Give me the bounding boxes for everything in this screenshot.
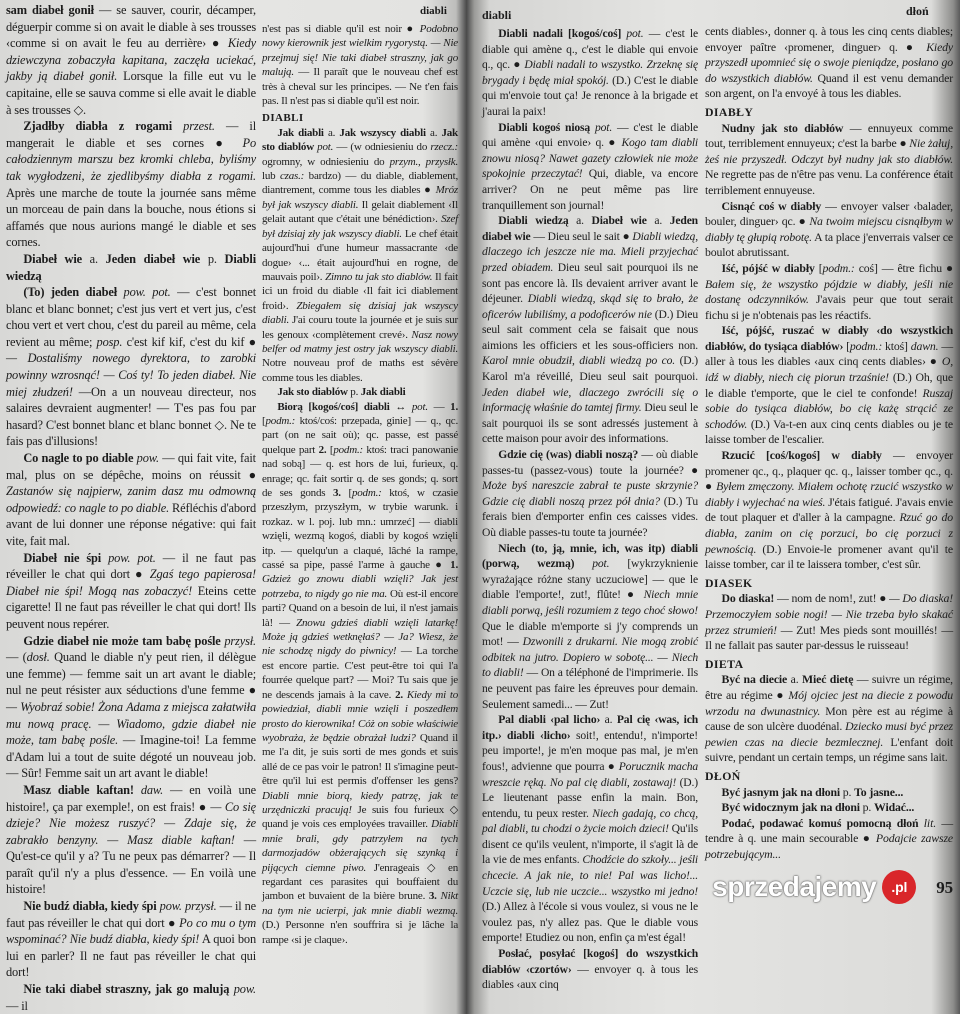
- definition-text: [: [326, 443, 334, 456]
- definition-text: — où diable passes-tu (passez-vous) toute la journée? ●: [482, 448, 698, 477]
- example-italic: Szef był dzisiaj zły jak wszyscy diabli.: [262, 213, 458, 240]
- definition-text: Où est-il encore parti? Quand on a besoin de lui, il n'est jamais là! —: [262, 587, 458, 629]
- definition-text: (D.) Oh, que le diable t'emporte, que le ciel te confonde!: [705, 370, 953, 400]
- page-number: 95: [936, 877, 953, 897]
- definition-text: — (w odniesieniu do: [333, 141, 431, 154]
- example-italic: Kiedy przyszedł upomnieć się o swoje pieniądze, posłano go do wszystkich diabłów.: [705, 39, 953, 85]
- example-italic: przest.: [172, 119, 215, 134]
- headword: Być na diecie: [721, 672, 788, 687]
- definition-text: [: [340, 487, 352, 499]
- example-italic: Niech mnie diabli porwą, jeśli rozumiem z tego choć słowo!: [482, 588, 698, 617]
- dictionary-entry: [482, 946, 698, 993]
- dictionary-entry: [262, 22, 458, 108]
- dictionary-entry: [262, 400, 458, 947]
- definition-text: Ne regrette pas de n'être pas venu. La conférence était terriblement ennuyeuse.: [705, 167, 953, 197]
- example-italic: Kiedy dziewczyna zobaczyła kapitana, zaczęła uciekać, jakby ją diabeł gonił.: [6, 36, 256, 84]
- example-italic: Na twoim miejscu cisnąłbym w diabły tę głupią robotę.: [705, 214, 953, 244]
- example-italic: Mróz był jak wszyscy diabli.: [262, 184, 458, 211]
- example-italic: Znowu gdzieś diabli wzięli latarkę! Może ją gdzieś wetknęłaś? — Ja? Wiesz, że nie schodzę nigdy do piwnicy!: [262, 616, 458, 658]
- example-italic: Może byś nareszcie zabrał te puste skrzynie? Gdzie cię diabli noszą przez pół dnia?: [482, 479, 698, 508]
- headword: Iść, pójść, ruszać w diabły ‹do wszystkich diabłów, do tysiąca diabłów›: [705, 323, 953, 353]
- definition-text: Quand le diable n'y peut rien, il délègue une femme) — femme sait un art avant le diable; nul ne peut résister aux séductions d'une femme ●: [6, 650, 256, 698]
- dictionary-entry: [6, 450, 256, 550]
- definition-text: — c'est le diable qui amène ‹qui envoie› q. ●: [482, 120, 698, 150]
- dictionary-column-1: [6, 2, 256, 1014]
- definition-text: Il gelait diablement ‹Il gelait autant que c'était une bénédiction›.: [262, 198, 458, 226]
- example-italic: Dziecko musi być przez pewien czas na diecie bezmlecznej.: [705, 719, 953, 749]
- definition-text: Notre nouveau prof de maths est sévère comme tous les diables.: [262, 357, 458, 384]
- example-italic: dawn.: [910, 338, 939, 353]
- example-italic: pot.: [574, 557, 610, 571]
- definition-text: (D.) Va-t-en aux cinq cents diables ou je te laisse tomber de l'escalier.: [705, 416, 953, 447]
- example-italic: Podajcie zawsze potrzebującym...: [705, 831, 953, 861]
- headword: Do diaska!: [721, 591, 775, 606]
- headword: 3.: [428, 890, 441, 903]
- headword: Diabli nadali [kogoś/coś]: [498, 27, 622, 40]
- definition-text: Il fait ici un froid du diable ‹Il fait ici diablement froid›.: [262, 270, 458, 312]
- definition-text: DIASEK: [705, 575, 753, 590]
- definition-text: — il mangerait le diable et ses cornes ●: [6, 119, 256, 150]
- dictionary-entry: [262, 385, 458, 399]
- dictionary-entry: [705, 591, 953, 653]
- dictionary-column-2: [262, 22, 458, 947]
- definition-text: ktoś/coś: przepada, ginie] — q., qc. part (on ne sait où); qc. passe, est passé quelque part: [262, 414, 458, 456]
- example-italic: Chodźcie do szkoły... jeśli chcecie. A jak nie, to nie! Pal was licho!... Uczcie się, lub nie uczcie... wszystko mi jedno!: [482, 853, 698, 898]
- dictionary-entry: [6, 898, 256, 981]
- watermark-badge: .pl: [882, 870, 916, 904]
- headword: Diabli wiedzą: [498, 214, 569, 228]
- example-italic: — Wyobraź sobie! Żona Adama z miejsca załatwiła mu nową pracę. — Wiadomo, gdzie diabeł nie może, tam babę pośle.: [6, 699, 256, 748]
- example-italic: podm.:: [822, 260, 855, 275]
- headword: Pal cię ‹was, ich itp.› diabli ‹licho›: [482, 713, 698, 742]
- definition-text: — Zut! Mes pieds sont mouillés! — Il ne fallait pas sauter par-dessus le ruisseau!: [705, 622, 953, 653]
- definition-text: — c'est le diable qui amène q., c'est le diable qui envoie q., qc. ●: [482, 27, 698, 72]
- definition-text: a.: [646, 214, 670, 228]
- headword: (To) jeden diabeł: [23, 285, 117, 300]
- definition-text: ktoś: traci panowanie nad sobą] — q. est hors de lui, furieux, q. enrage; qc. fait sortir q. de ses gonds; q. sort de ses gonds: [262, 443, 459, 499]
- example-italic: pow. przysł.: [156, 899, 217, 914]
- headword: Jak diabli: [277, 126, 324, 139]
- running-head-left-page: diabli: [420, 5, 447, 17]
- definition-text: p.: [840, 784, 855, 799]
- headword: sam diabeł gonił: [6, 3, 94, 17]
- example-italic: — Co się dzieje? Nie możesz ruszyć? — Zdaje się, że zabrakło benzyny. — Masz diable kaftan!: [6, 799, 256, 847]
- definition-text: Après une marche de toute la journée sans même un morceau de pain dans la bouche, nous étions si affamés que nous aurions mangé le diable et ses cornes.: [6, 185, 256, 250]
- example-italic: pow. pot.: [101, 550, 156, 565]
- example-italic: Zimno tu jak sto diablów.: [325, 270, 433, 283]
- example-italic: Zastanów się najpierw, zanim dasz mu odmowną odpowiedź: co nagle to po diable.: [6, 484, 256, 515]
- definition-text: — ennuyeux comme tout, terriblement ennuyeux; c'est la barbe ●: [705, 120, 953, 151]
- definition-text: ktoś, w czasie przeszłym, przyszłym, w trybie warunk. i rozkaz. w l. poj. lub mn.: umrzeć] — diabli wzięli, wezmą kogoś, diabli by kogoś wzięli itp. — quelqu'un a claqué, lâché la rampe, cassé sa pipe, passé l'arme à gauche ●: [262, 487, 458, 572]
- definition-text: p.: [347, 386, 361, 399]
- headword: Jak sto diablów: [262, 126, 458, 154]
- example-italic: Nasz nowy belfer od matmy jest ostry jak wszyscy diabli.: [262, 328, 458, 355]
- example-italic: Po co mu o tym wspominać? Nie budź diabła, kiedy śpi!: [6, 915, 256, 947]
- definition-text: p.: [859, 800, 875, 815]
- headword: Jak diabli: [360, 386, 406, 399]
- headword: Być widocznym jak na dłoni: [721, 800, 860, 815]
- definition-text: Qui, diable, va encore arriver? On ne peut même pas lire tranquillement son journal!: [482, 167, 698, 212]
- example-italic: Zbiegałem się dzisiaj jak wszyscy diabli.: [262, 299, 458, 327]
- definition-text: — On a téléphoné de l'imprimerie. Ils ne peuvent pas faire les épreuves pour demain. Seulement samedi... — Zut!: [482, 666, 698, 711]
- example-italic: przym., przysłk.: [389, 155, 458, 168]
- example-italic: — Dostaliśmy nowego dyrektora, to zarobki powinny wzrosnąć! — Coś ty! To jeden diabeł. Nie miej złudzeń!: [6, 351, 256, 399]
- example-italic: Ruszaj sobie do tysiąca diabłów, bo cię każę strącić ze schodów.: [705, 385, 953, 431]
- definition-text: Dieu seul sait pourquoi ils ne sont pas encore là. Ils devaient arriver avant le déjeuner.: [482, 260, 698, 306]
- definition-text: J'enrageais ◇ en regardant ces parasites qui bouffaient du jambon et buvaient de la bière brune.: [262, 861, 458, 903]
- section-heading: [705, 657, 953, 673]
- definition-text: Que le diable m'emporte si j'y comprends un mot! —: [482, 619, 698, 649]
- definition-text: —On a un nouveau directeur, nos salaires devraient augmenter! — T'es pas fou par hasard? C'est bonnet blanc et blanc bonnet ◇. Ne te fais pas d'illusions!: [6, 384, 256, 449]
- definition-text: — envoyer q. à tous les diables ‹aux cinq: [482, 962, 699, 992]
- dictionary-entry: [6, 2, 256, 118]
- definition-text: a.: [787, 672, 803, 687]
- example-italic: pot.: [590, 120, 613, 134]
- example-italic: Porucznik macha wreszcie ręką. No pal cię diabli, zostawaj!: [482, 759, 698, 789]
- headword: Jak wszyscy diabli: [339, 126, 426, 139]
- headword: Jak sto diablów: [277, 386, 348, 399]
- definition-text: Quand il me l'a dit, je suis sorti de mes gonds et suis allé de ce pas voir le patron! Il s'imagine peut-être qu'il lui est permis d'offenser les gens?: [262, 731, 459, 788]
- definition-text: — il: [6, 998, 28, 1013]
- example-italic: Bałem się, że wszystko pójdzie w diabły, jeśli nie dostanę odczynników.: [705, 276, 953, 307]
- section-heading: [705, 105, 953, 121]
- example-italic: Diabli nadali to wszystko. Zrzeknę się brygady i będę miał spokój.: [482, 58, 698, 87]
- headword: Jeden diabeł wie: [482, 214, 698, 243]
- definition-text: — envoyer promener qc., q., plaquer qc. q., laisser tomber qc., q. ●: [705, 448, 953, 494]
- definition-text: a.: [82, 251, 106, 266]
- page-footer: [705, 870, 953, 904]
- definition-text: Le chef était aujourd'hui d'une humeur massacrante ‹de dogue› ‹... était aujourd'hui en rogne, de mauvais poil›.: [262, 227, 458, 283]
- example-italic: pow. pot.: [117, 285, 171, 300]
- example-italic: podm.:: [265, 414, 296, 427]
- example-italic: Diabli mnie brali, gdy patrzyłem na tych darmozjadów obżerających się szynką i pijących ciemne piwo.: [262, 818, 458, 874]
- definition-text: — qui fait vite, fait mal, plus on se dépêche, moins on réussit ●: [6, 451, 256, 482]
- definition-text: c'est kif kif, c'est du kif ●: [122, 334, 256, 349]
- definition-text: n'est pas si diable qu'il est noir ●: [262, 23, 420, 35]
- dictionary-entry: [6, 118, 256, 251]
- headword: 2.: [318, 443, 327, 456]
- dictionary-entry: [6, 550, 256, 633]
- example-italic: Diabli wiedzą, skąd się to brało, że oficerów lubiliśmy, a podoficerów nie: [482, 292, 698, 321]
- definition-text: — c'est bonnet blanc et blanc bonnet; c'est jus vert et vert jus, c'est chou vert et vert chou, c'est du pareil au même, cela revient au même;: [6, 285, 256, 349]
- section-heading: [705, 769, 953, 785]
- definition-text: — Dieu seul le sait ●: [530, 229, 633, 243]
- headword: Być jasnym jak na dłoni: [721, 784, 840, 799]
- headword: 1.: [450, 400, 458, 413]
- headword: Iść, pójść w diabły: [721, 260, 815, 275]
- definition-text: Je suis fou furieux ◇ quand je vois ces employées travailler.: [262, 803, 458, 831]
- definition-text: — Il paraît que le nouveau chef est très à cheval sur les principes. — Ne t'en fais pas. Il n'est pas si diable qu'il est noir.: [262, 66, 458, 108]
- example-italic: Rzuć go do diabła, zanim on cię porzuci, bo cię porzuci z pewnością.: [705, 510, 953, 556]
- section-heading: [705, 576, 953, 592]
- watermark-logo: sprzedajemy: [712, 871, 877, 903]
- headword: Cisnąć coś w diabły: [721, 198, 822, 213]
- headword: 2.: [395, 688, 407, 701]
- definition-text: —: [427, 400, 451, 413]
- headword: Nie taki diabeł straszny, jak go malują: [23, 982, 230, 997]
- headword: Pal diabli ‹pal licho›: [498, 713, 601, 727]
- definition-text: — Imagine-toi! La femme d'Adam lui a tout de suite dégoté un nouveau job. — Sûr! Femme sait un art avant le diable!: [6, 733, 256, 781]
- definition-text: L'enfant doit suivre, pendant un certain temps, un régime sans lait.: [705, 734, 953, 765]
- definition-text: — nom de nom!, zut! ●: [774, 591, 890, 606]
- example-italic: daw.: [133, 782, 164, 797]
- dictionary-entry: [482, 541, 698, 713]
- definition-text: J'étais fatigué. J'avais envie de tout plaquer et d'aller à la campagne.: [705, 494, 953, 525]
- headword: Niech (to, ją, mnie, ich, was itp) diabli (porwą, wezmą): [482, 541, 698, 571]
- headword: 1.: [450, 559, 458, 572]
- definition-text: — La torche est encore partie. C'est peut-être toi qui l'a fourrée quelque part? — Moi? Tu sais que je ne descends jamais à la cave.: [262, 645, 459, 701]
- example-italic: pot.: [313, 141, 334, 154]
- definition-text: DIABŁY: [705, 104, 754, 119]
- definition-text: — aller à tous les diables ‹aux cinq cents diables› ●: [705, 338, 953, 369]
- definition-text: (D.) Allez à l'école si vous voulez, si vous ne le voulez pas, n'y allez pas. Que le diable vous emporte! Etudiez ou non, enfin ça m'est égal!: [482, 900, 698, 945]
- section-heading: [262, 111, 458, 125]
- definition-text: — en voilà une histoire!, ça par exemple!, on est frais! ●: [6, 782, 256, 814]
- example-italic: pot.: [411, 400, 428, 413]
- definition-text: p.: [200, 251, 225, 266]
- dictionary-entry: [6, 251, 256, 284]
- example-italic: przysł.: [220, 633, 256, 648]
- dictionary-entry: [6, 782, 256, 898]
- definition-text: — il ne faut pas réveiller le chat qui dort ●: [6, 550, 256, 582]
- headword: Zjadłby diabła z rogami: [23, 119, 173, 134]
- dictionary-entry: [6, 633, 256, 782]
- example-italic: Nie żałuj, żeś nie przyszedł. Odczyt był nudny jak sto diabłów.: [705, 136, 953, 166]
- definition-text: a.: [568, 214, 592, 228]
- dictionary-entry: [6, 284, 256, 450]
- headword: Nudny jak sto diabłów: [721, 120, 844, 135]
- headword: Jeden diabeł wie: [105, 251, 201, 266]
- example-italic: pow.: [133, 451, 159, 466]
- definition-text: bardzo) — du diable, diablement, diantrement, comme tous les diables ●: [262, 170, 458, 197]
- definition-text: J'ai couru toute la journée et je suis sur les genoux ‹complètement crevé›.: [262, 314, 458, 341]
- example-italic: Diabli mnie biorą, kiedy patrzę, jak te urzędniczki pracują!: [262, 789, 458, 816]
- definition-text: — (: [6, 650, 27, 665]
- headword: Co nagle to po diable: [23, 451, 134, 466]
- definition-text: — il ne faut pas réveiller le chat qui dort ●: [6, 899, 256, 930]
- definition-text: (D.) Dieu seul sait comment cela se faisait que nous aimions les officiers et les sous-officiers non.: [482, 307, 699, 352]
- definition-text: Dieu seul le sait pourquoi ils se sont adressés justement à cette maison pour avoir des informations.: [482, 401, 698, 446]
- definition-text: DŁOŃ: [705, 768, 741, 783]
- definition-text: soit!, entendu!, n'importe! peu importe!, je m'en moque pas mal, je m'en fous!, advienne que pourra ●: [482, 728, 698, 773]
- dictionary-entry: [705, 672, 953, 766]
- dictionary-entry: [705, 261, 953, 323]
- dictionary-entry: [482, 213, 698, 447]
- example-italic: posp.: [96, 334, 123, 349]
- dictionary-entry: [482, 712, 698, 946]
- definition-text: Réfléchis d'abord avant de lui donner une réponse négative: qui fait vite, fait mal.: [6, 500, 256, 548]
- definition-text: coś] — être fichu ●: [854, 260, 953, 275]
- headword: Nie budź diabła, kiedy śpi: [23, 899, 157, 914]
- definition-text: — suivre un régime, être au régime ●: [705, 672, 953, 702]
- dictionary-entry: [482, 26, 698, 120]
- headword: To jasne...: [854, 784, 904, 799]
- example-italic: Byłem zmęczony. Miałem ochotę rzucić wszystko w diabły i wyjechać na wieś.: [705, 479, 953, 509]
- headword: Masz diable kaftan!: [23, 782, 134, 797]
- definition-text: Eteins cette cigarette! Il ne faut pas réveiller le chat qui dort! Ils peuvent nous repérer.: [6, 583, 257, 631]
- example-italic: dosł.: [26, 650, 50, 665]
- dictionary-entry: [6, 981, 256, 1014]
- headword: Mieć dietę: [802, 672, 854, 687]
- definition-text: — tendre à q. une main secourable ●: [705, 815, 953, 846]
- example-italic: Zgaś tego papierosa! Diabeł nie śpi! Mogą nas zobaczyć!: [6, 567, 256, 598]
- dictionary-entry: [705, 785, 953, 801]
- example-italic: czas.:: [279, 170, 305, 183]
- example-italic: Mój ojciec jest na diecie z powodu wrzodu na dwunastnicy.: [705, 687, 954, 718]
- headword: Diabeł wie: [591, 214, 647, 228]
- definition-text: ↔: [389, 400, 412, 413]
- example-italic: Kiedy mi to powiedział, diabli mnie wzięli i poszedłem prosto do kierownika! Cóż on sobie właściwie wyobraża, że będzie obrażał ludzi?: [262, 688, 459, 744]
- dictionary-entry: [482, 447, 698, 541]
- dictionary-entry: [705, 121, 953, 199]
- definition-text: a.: [600, 713, 617, 727]
- headword: Diabeł wie: [23, 251, 82, 266]
- definition-text: DIETA: [705, 656, 744, 671]
- definition-text: cents diables›, donner q. à tous les cinq cents diables; envoyer paître ‹promener, dinguer› q. ●: [705, 24, 953, 54]
- example-italic: Po całodziennym marszu bez kromki chleba, byliśmy tak wygłodzeni, że zjedlibyśmy diabła z rogami.: [6, 135, 256, 183]
- example-italic: lit.: [918, 815, 936, 830]
- definition-text: — Qu'est-ce qu'il y a? Tu ne peux pas démarrer? — Il paraît qu'il n'y a plus d'essence. — En voilà une histoire!: [6, 832, 256, 897]
- definition-text: a.: [425, 126, 442, 139]
- definition-text: (D.) Karol m'a réveillé, Dieu seul sait pourquoi.: [482, 354, 698, 384]
- example-italic: podm.:: [849, 338, 883, 353]
- definition-text: ktoś]: [882, 338, 911, 353]
- definition-text: (D.) C'est le diable qui m'envoie tout ça! Je renonce à la brigade et j'aurai la paix!: [482, 73, 698, 118]
- definition-text: (D.) Tu ferais bien d'emporter enfin ces caisses vides. Où diable passes-tu toute ta journée?: [482, 494, 698, 539]
- definition-text: DIABLI: [262, 112, 304, 125]
- dictionary-column-3: [482, 26, 698, 993]
- example-italic: pot.: [621, 27, 644, 40]
- dictionary-entry: [705, 323, 953, 448]
- example-italic: Podobno nowy kierownik jest wielkim rygorystą. — Nie przejmuj się! Nie taki diabeł straszny, jak go malują.: [262, 23, 458, 79]
- headword: Diabeł nie śpi: [23, 550, 102, 565]
- running-head-right-page-left: diabli: [482, 8, 512, 22]
- definition-text: Lorsque la fille eut vu le capitaine, elle se sauva comme si elle avait le diable à ses trousses ◇.: [6, 69, 256, 117]
- example-italic: Gdzież go znowu diabli wzięli? Jak jest potrzeba, to nigdy go nie ma.: [262, 573, 458, 600]
- headword: Gdzie cię (was) diabli noszą?: [498, 448, 639, 462]
- headword: Podać, podawać komuś pomocną dłoń: [721, 815, 919, 830]
- example-italic: Jeden diabeł wie, dlaczego zwrócili się o informację właśnie do tamtej firmy.: [482, 385, 698, 415]
- headword: Diabli wiedzą: [6, 251, 256, 283]
- dictionary-entry: [705, 448, 953, 573]
- headword: Posłać, posyłać [kogoś] do wszystkich diabłów ‹czortów›: [482, 947, 698, 976]
- dictionary-entry: [705, 199, 953, 261]
- definition-text: a.: [323, 126, 340, 139]
- definition-text: lub: [262, 170, 280, 183]
- example-italic: rzecz.:: [430, 141, 458, 154]
- dictionary-entry: [262, 126, 458, 385]
- headword: Widać...: [874, 800, 915, 815]
- dictionary-entry: [705, 800, 953, 816]
- example-italic: O, idź w diabły, niech cię piorun trzaśnie!: [705, 354, 953, 385]
- headword: Rzucić [coś/kogoś] w diabły: [721, 448, 882, 463]
- example-italic: Dzwonili z drukarni. Nie mogą zrobić odbitek na jutro. Dopiero w sobotę... — Niech to diabli!: [482, 635, 698, 680]
- definition-text: (D.) Envoie-le promener avant qu'il te laisse tomber, car il te laissera tomber, c'est sûr.: [705, 541, 953, 572]
- example-italic: podm.:: [333, 443, 363, 456]
- definition-text: A quoi bon lui en parler? Il ne faut pas réveiller le chat qui dort!: [6, 932, 257, 980]
- definition-text: Qu'ils disent ce qu'ils veulent, n'importe, il s'agit là de la vie de mes enfants.: [482, 822, 698, 867]
- example-italic: Diabli wiedzą, dlaczego ich jeszcze nie ma. Mieli przyjechać przed obiadem.: [482, 229, 698, 274]
- definition-text: — se sauver, courir, décamper, déguerpir comme si on avait le diable à ses trousses ‹comme si on avait le feu au derrière› ●: [6, 3, 256, 51]
- headword: Diabli kogoś niosą: [498, 120, 591, 134]
- definition-text: [: [262, 414, 266, 427]
- example-italic: — Do diaska! Przemoczyłem sobie nogi! — Nie trzeba było skakać przez strumień!: [705, 591, 953, 637]
- definition-text: (D.) Personne n'en souffrira si je lâche la rampe ‹si je claque›.: [262, 919, 458, 946]
- definition-text: ogromny, w odniesieniu do: [262, 155, 390, 168]
- example-italic: pow.: [229, 982, 256, 997]
- headword: 3.: [333, 487, 341, 499]
- example-italic: Karol mnie obudził, diabli wiedzą po co.: [482, 354, 676, 368]
- dictionary-entry: [705, 816, 953, 863]
- dictionary-entry: [705, 24, 953, 102]
- definition-text: Quand il est venu demander son argent, on l'a envoyé à tous les diables.: [705, 70, 954, 101]
- definition-text: Mon père est au régime à cause de son ulcère duodénal.: [705, 703, 953, 734]
- definition-text: [wykrzyknienie wyrażające różne stany uczuciowe] — que le diable l'emporte!, zut!, flûte! ●: [482, 557, 698, 602]
- definition-text: J'avais peur que tout serait fichu si je n'obtenais pas les réactifs.: [705, 292, 953, 322]
- headword: Biorą [kogoś/coś] diabli: [277, 400, 390, 413]
- definition-text: A ta place j'enverrais valser ce boulot abrutissant.: [705, 229, 953, 260]
- dictionary-column-4: [705, 24, 953, 904]
- dictionary-entry: [482, 120, 698, 214]
- example-italic: Kogo tam diabli znowu niosą? Nawet gazety człowiek nie może spokojnie przeczytać!: [482, 136, 698, 181]
- definition-text: (D.) Le lieutenant passe enfin la main. Bon, entendu, tu peux rester.: [482, 775, 698, 820]
- running-head-right-page-right: dłoń: [906, 4, 929, 18]
- definition-text: [: [843, 338, 850, 353]
- example-italic: podm.:: [351, 487, 382, 499]
- example-italic: Niech gadają, co chcą, pal diabli, tu chodzi o życie moich dzieci!: [482, 806, 698, 836]
- headword: Gdzie diabeł nie może tam babę pośle: [23, 633, 221, 648]
- definition-text: — envoyer valser ‹balader, bouler, dinguer› qc. ●: [705, 198, 953, 229]
- example-italic: Nikt na tym nie ucierpi, jak mnie diabli wezmą.: [262, 890, 458, 917]
- definition-text: [: [814, 260, 823, 275]
